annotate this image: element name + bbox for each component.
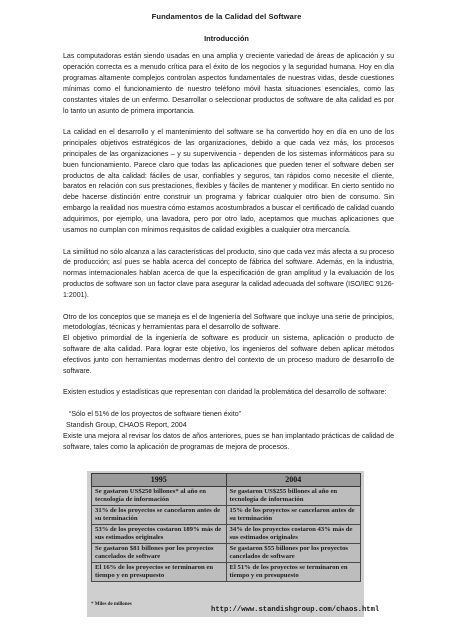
paragraph: La similitud no sólo alcanza a las características del producto, sino que cada vez más afecta a su proceso de producción; así pues se habla acerca del concepto de fábrica del software. Además, en la industria, normas internacionales hablan acerca de que la especificación de gran amplitud y la evaluación de los productos de software son un factor clave para asegurar la calidad adecuada del software (ISO/IEC 9126-1:2001). [63,248,395,300]
comparison-table-image [87,471,364,617]
table-row [92,525,361,544]
table-cell: 15% de los proyectos se cancelaron antes de su terminación [226,506,361,525]
table-cell: 34% de los proyectos costaron 43% más de sus estimados originales [226,525,361,544]
column-header: 2004 [226,474,361,487]
table-cell: 31% de los proyectos se cancelaron antes de su terminación [92,506,227,525]
quote: “Sólo el 51% de los proyectos de software tienen éxito” [69,410,241,418]
table-cell: Se gastaron US$255 billones al año en tecnología de información [226,487,361,506]
table-row [92,544,361,563]
table-cell: El 16% de los proyectos se terminaron en tiempo y en presupuesto [92,563,227,582]
table-cell: Se gastaron $81 billones por los proyectos cancelados de software [92,544,227,563]
table-footnote: * Miles de millones [91,602,132,607]
table-cell: Se gastaron US$250 billones* al año en tecnología de información [92,487,227,506]
table-row [92,506,361,525]
paragraph: Otro de los conceptos que se maneja es el de Ingeniería del Software que incluye una serie de principios, metodologías, técnicas y herramientas para el desarrollo de software. El objetivo primordial de la ingeniería de software es producir un sistema, aplicación o producto de software de alta calidad. Para lograr este objetivo, los ingenieros del software deben aplicar métodos efectivos junto con herramientas modernas dentro del contexto de un proceso maduro de desarrollo de software. [63,313,394,376]
paragraph: Existe una mejora al revisar los datos de años anteriores, pues se han implantado prácticas de calidad de software, tales como la aplicación de programas de mejora de procesos. [63,432,394,451]
paragraph: Existen estudios y estadísticas que representan con claridad la problemática del desarrollo de software: [63,389,387,397]
source-url: http://www.standishgroup.com/chaos.html [211,606,380,614]
paragraph: Las computadoras están siendo usadas en una amplia y creciente variedad de áreas de aplicación y su operación correcta es a menudo crítica para el éxito de los negocios y la seguridad humana. Hoy en día programas altamente complejos controlan aspectos fundamentales de nuestras vidas, desde cuestiones mínimas como el funcionamiento de nuestro teléfono móvil hasta situaciones esenciales, como las constantes vitales de un enfermo. Desarrollar o seleccionar productos de software de alta calidad es por lo tanto un asunto de primera importancia. [63,53,394,115]
table-row [92,563,361,582]
paragraph: La calidad en el desarrollo y el mantenimiento del software se ha convertido hoy en día en uno de los principales objetivos estratégicos de las organizaciones, debido a que cada vez más, los procesos principales de las organizaciones – y su supervivencia - dependen de los sistemas informáticos para su buen funcionamiento. Parece claro que todas las aplicaciones que pueden tener el software deben ser productos de alta calidad: fáciles de usar, confiables y seguros, tan rápidos como necesite el cliente, baratos en relación con sus prestaciones, flexibles y fáciles de mantener y modificar. En cierto sentido no debe hacerse distinción entre construir un programa y fabricar cualquier otro bien de consumo. Sin embargo la realidad nos muestra cómo estamos acostumbrados a buscar el certificado de calidad cuando adquirimos, por ejemplo, una lavadora, pero por otro lado, aceptamos que muchas aplicaciones que usamos no cumplan con mínimos requisitos de calidad exigibles a cualquier otra mercancía. [63,128,394,235]
table-cell: 53% de los proyectos costaron 189% más de sus estimados originales [92,525,227,544]
body-text [63,52,394,464]
column-header: 1995 [92,474,227,487]
table-cell: El 51% de los proyectos se terminaron en tiempo y en presupuesto [226,563,361,582]
table-row [92,487,361,506]
document-title: Fundamentos de la Calidad del Software [151,12,302,21]
comparison-table [91,473,361,582]
table-header-row [92,474,361,487]
section-heading: Introducción [204,34,249,43]
table-cell: Se gastaron $55 billones por los proyectos cancelados de software [226,544,361,563]
quote-source: Standish Group, CHAOS Report, 2004 [66,421,187,429]
